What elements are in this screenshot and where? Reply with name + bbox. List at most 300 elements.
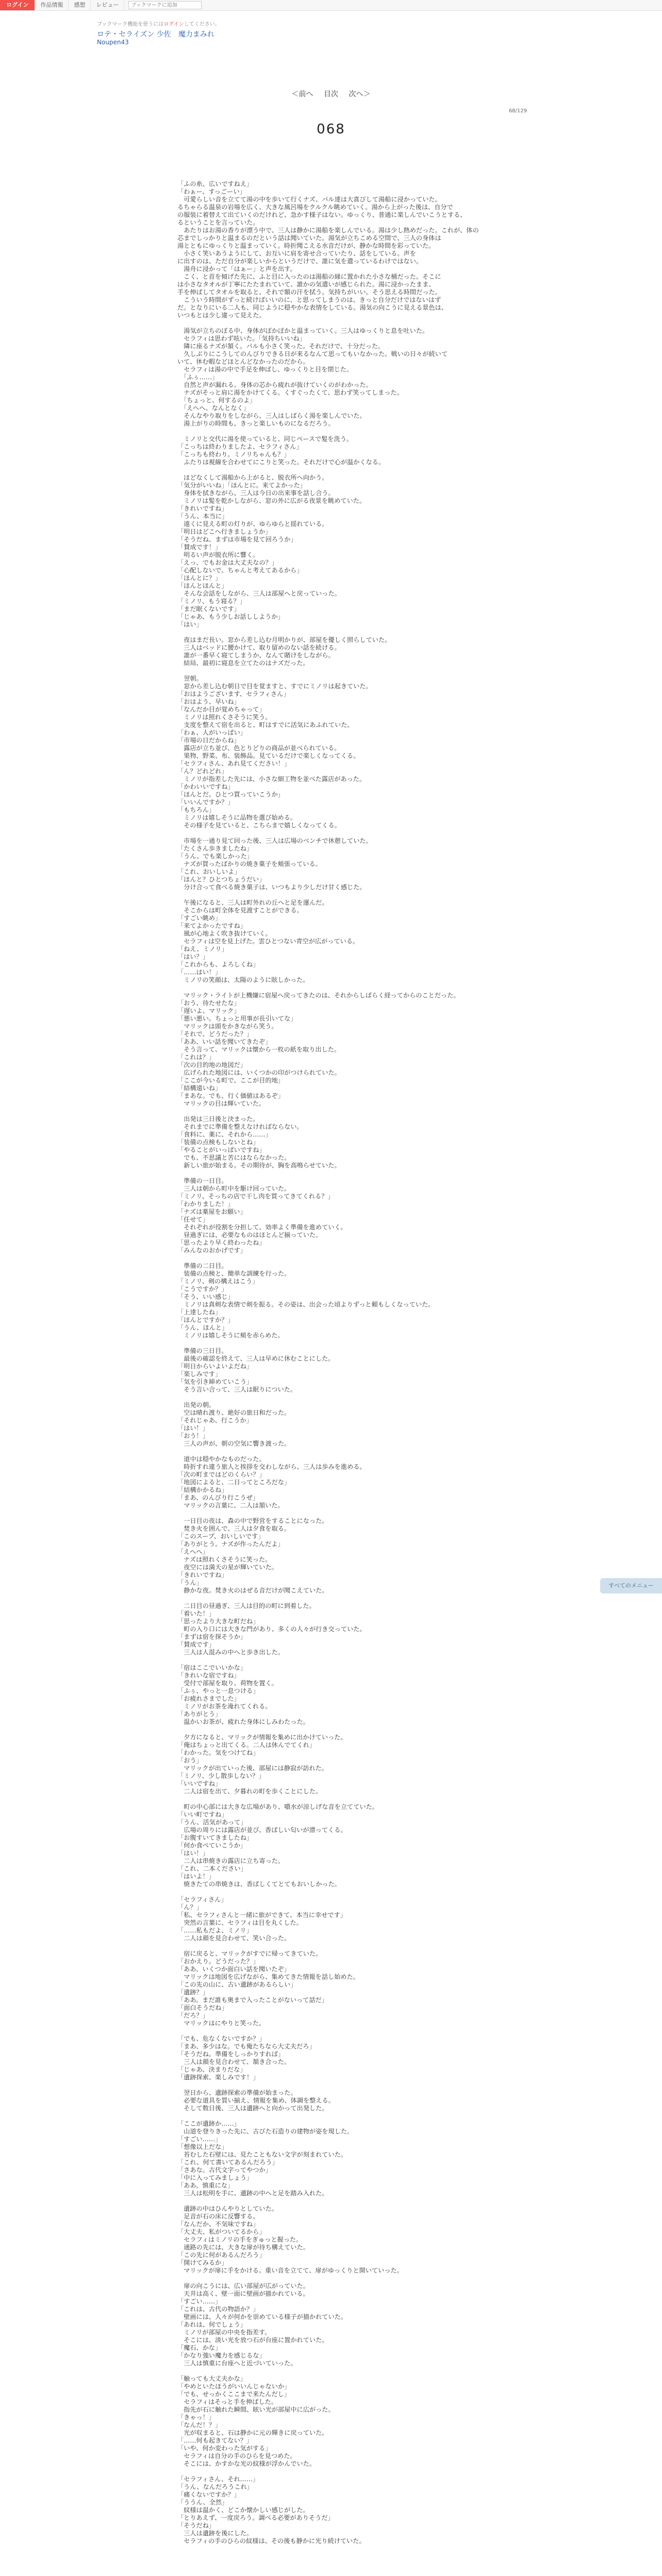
novel-line: マリックはにやりと笑った。	[177, 2020, 266, 2027]
novel-line: 通路の先には、大きな扉が待ち構えていた。	[177, 2244, 309, 2251]
paragraph-gap	[177, 1595, 487, 1602]
novel-line: 可愛らしい音を立てて湯の中を歩いて行くナズ、パル達は大喜びして湯船に浸かっていた。	[177, 196, 441, 203]
novel-line: 湯舟に浸かって「はぁー」と声を出す。	[177, 265, 296, 273]
novel-line: ミノリが部屋の中央を指差す。	[177, 2329, 271, 2336]
novel-line: 「それじゃあ、行こうか」	[177, 1417, 253, 1424]
novel-line: 「もちろん」	[177, 806, 216, 814]
paragraph-gap	[177, 1942, 487, 1950]
novel-line: 山道を登りきった先に、古びた石造りの建物が姿を現した。	[177, 2128, 354, 2135]
novel-line: 分け合って食べる焼き菓子は、いつもより少しだけ甘く感じた。	[177, 884, 366, 891]
paragraph-gap	[177, 1795, 487, 1803]
paragraph-gap	[177, 2468, 487, 2476]
novel-line: 「ほんとほんと」	[177, 582, 228, 589]
novel-line: ナズが買ったばかりの焼き菓子を頬張っている。	[177, 860, 322, 868]
novel-line: 「この先の山に、古い遺跡があるらしい」	[177, 1981, 297, 1988]
novel-line: 結局、最初に寝息を立てたのはナズだった。	[177, 659, 309, 667]
novel-line: 「かわいいですね」	[177, 783, 234, 790]
paragraph-gap	[177, 2027, 487, 2035]
novel-line: 「賛成です！」	[177, 544, 222, 551]
novel-line: 「うん、活気があって」	[177, 1819, 247, 1826]
novel-line: 出発の朝。	[177, 1401, 216, 1409]
novel-line: そして数日後、三人は遺跡へと向かって出発した。	[177, 2105, 328, 2112]
novel-line: ミノリは嬉しそうに品物を選び始める。	[177, 814, 297, 821]
novel-line: 町の入り口には大きな門があり、多くの人々が行き交っていた。	[177, 1625, 366, 1633]
novel-line: 静かな夜。焚き火のはぜる音だけが聞こえていた。	[177, 1587, 328, 1594]
chapter-navigation	[0, 89, 662, 99]
novel-line: 「きゃっ！」	[177, 2414, 216, 2421]
novel-line: でも、不思議と苦にはならなかった。	[177, 1154, 291, 1161]
novel-line: 「そう、いい感じ」	[177, 1293, 234, 1300]
novel-line: だ。となりにいる二人も、同じように穏やかな表情をしている。湯気の向こうに見える景色は、	[177, 304, 448, 311]
novel-line: 「いいんですか？」	[177, 799, 234, 806]
novel-line: 「こっちも終わり。ミノリちゃんも？」	[177, 451, 290, 458]
paragraph-gap	[177, 1170, 487, 1177]
novel-line: 広場の周りには露店が並び、香ばしい匂いが漂ってくる。	[177, 1826, 347, 1834]
novel-line: 「セラフィさん、あれ見てください！」	[177, 760, 291, 767]
novel-line: 「中に入ってみましょう」	[177, 2174, 253, 2181]
toc-link[interactable]: 目次	[324, 90, 338, 98]
paragraph-gap	[177, 2081, 487, 2089]
novel-line: 「これ、何て書いてあるんだろう」	[177, 2159, 278, 2166]
paragraph-gap	[177, 1448, 487, 1455]
novel-line: 「これ、二本ください」	[177, 1865, 247, 1872]
novel-line: セラフィは自分の手のひらを見つめた。	[177, 2452, 296, 2460]
novel-line: 夕方になると、マリックが情報を集めに出かけていった。	[177, 1734, 347, 1741]
novel-line: 「思ったより早く終わったね」	[177, 1239, 266, 1246]
novel-line: 「でも、危なくないですか？」	[177, 2035, 266, 2042]
novel-line: 「触っても大丈夫かな」	[177, 2375, 247, 2382]
novel-line: 二日目の昼過ぎ、三人は目的の町に到着した。	[177, 1602, 316, 1609]
novel-line: 「それで、どうだった？」	[177, 1030, 253, 1038]
novel-line: 湯上がりの時間も、きっと楽しいものになるだろう。	[177, 420, 335, 427]
novel-line: 扉の向こうには、広い部屋が広がっていた。	[177, 2282, 309, 2290]
novel-line: 温かいお茶が、疲れた身体にしみわたった。	[177, 1718, 309, 1725]
novel-line: 「ほんとだ。ひとつ買っていこうか」	[177, 791, 284, 798]
novel-line: は小さなタオルが丁寧にたたまれていて、誰かの気遣いが感じられた。湯に浸かったまま、	[177, 281, 435, 288]
novel-line: 「いや、何か変わった気がする」	[177, 2445, 272, 2452]
novel-line: 「わぁ、人がいっぱい」	[177, 729, 246, 736]
novel-line: 「いいですね」	[177, 1780, 222, 1787]
novel-line: 三人の声が、朝の空気に響き渡った。	[177, 1440, 291, 1447]
novel-line: 「すごい……」	[177, 2136, 222, 2143]
novel-line: 翌日から、遺跡探索の準備が始まった。	[177, 2089, 297, 2096]
novel-line: 「ナズは薬屋をお願い」	[177, 1208, 246, 1215]
novel-line: 「そうだね」	[177, 2522, 216, 2529]
novel-line: 「ミノリ、もう寝る？」	[177, 598, 246, 605]
novel-line: 「なんだ！？」	[177, 2421, 222, 2429]
novel-line: 焚き火を囲んで、三人は夕食を取る。	[177, 1525, 291, 1532]
novel-line: 紋様は温かく、どこか懐かしい感じがした。	[177, 2506, 309, 2514]
next-link[interactable]: 次へ＞	[349, 90, 371, 98]
novel-line: 二人は串焼きの露店に立ち寄った。	[177, 1857, 285, 1865]
novel-line: 「はい？」	[177, 953, 209, 960]
novel-line: 「心配しないで。ちゃんと考えてあるから」	[177, 567, 303, 574]
paragraph-gap	[177, 829, 487, 837]
novel-line: 「おう、待たせたな」	[177, 999, 240, 1007]
nav-item-review[interactable]: レビュー	[91, 0, 124, 10]
novel-line: 「やることがいっぱいですね」	[177, 1146, 266, 1154]
nav-item-info[interactable]: 作品情報	[35, 0, 69, 10]
novel-line: 「お疲れさまでした」	[177, 1695, 240, 1702]
novel-line: 「ミノリ、剣の構えはこう」	[177, 1278, 259, 1285]
novel-line: 三人は慎重に台座へと近づいていった。	[177, 2360, 297, 2367]
novel-line: それまでに準備を整えなければならない。	[177, 1123, 303, 1130]
novel-line: 「ここが遺跡か……」	[177, 2120, 240, 2127]
novel-line: セラフィの手のひらの紋様は、その後も静かに光り続けていた。	[177, 2537, 366, 2545]
novel-line: 「ああ、いい話を聞いてきたぞ」	[177, 1038, 272, 1045]
novel-line: 「うん」	[177, 1579, 203, 1586]
novel-line: 三人は松明を手に、遺跡の中へと足を踏み入れた。	[177, 2190, 328, 2197]
novel-line: 「このスープ、おいしいです」	[177, 1533, 264, 1540]
novel-line: 「……はい！」	[177, 969, 222, 976]
novel-line: マリックの言葉に、二人は頷いた。	[177, 1502, 284, 1509]
novel-line: 「これは、古代の物語か？」	[177, 2306, 259, 2313]
novel-line: 手を伸ばしてタオルを取ると、それで額の汗を拭う。気持ちがいい。そう思える時間だった。	[177, 289, 441, 296]
novel-line: マリック・ライトが上機嫌に宿屋へ戻ってきたのは、それからしばらく経ってからのことだった。	[177, 992, 460, 999]
novel-line: 二人は宿を出て、夕暮れの町を歩くことにした。	[177, 1788, 322, 1795]
novel-line: 「これからも、よろしくね」	[177, 961, 259, 968]
novel-line: ミノリの笑顔は、太陽のように眩しかった。	[177, 976, 309, 984]
novel-line: 「すごい……」	[177, 2298, 222, 2305]
novel-line: 三人は顔を見合わせて、頷き合った。	[177, 2058, 291, 2065]
novel-line: 「ふの糸、広いですねえ」	[177, 180, 253, 188]
novel-line: 足音が石の床に反響する。	[177, 2213, 259, 2220]
novel-line: 「おう」	[177, 1757, 203, 1764]
novel-line: セラフィは湯の中で手足を伸ばし、ゆっくりと目を閉じた。	[177, 366, 353, 373]
novel-line: 「みんなのおかげです」	[177, 1247, 247, 1254]
novel-line: ナズは照れくさそうに笑った。	[177, 1556, 272, 1563]
novel-line: 光が収まると、石は静かに元の輝きに戻っていた。	[177, 2429, 328, 2436]
novel-line: 「はいよ！」	[177, 1873, 216, 1880]
novel-line: るということを言っていた。	[177, 219, 259, 226]
novel-line: 「だろ？」	[177, 2012, 209, 2019]
novel-line: 「ん？」	[177, 1904, 203, 1911]
novel-line: ミノリがお茶を淹れてくれる。	[177, 1703, 272, 1710]
novel-line: そう言って、マリックは懐から一枚の紙を取り出した。	[177, 1046, 341, 1053]
novel-line: 「うん、ほんと」	[177, 1324, 228, 1331]
novel-line: 「ん？どれどれ」	[177, 768, 228, 775]
novel-line: 昼過ぎには、必要なものはほとんど揃っていた。	[177, 1231, 322, 1239]
novel-line: 三人は人混みの中へと歩き出した。	[177, 1649, 285, 1656]
novel-line: 最後の確認を終えて、三人は早めに休むことにした。	[177, 1355, 335, 1362]
novel-line: 明るい声が脱衣所に響く。	[177, 551, 259, 558]
novel-line: 「セラフィさん」	[177, 1896, 227, 1903]
novel-line: 「思ったより大きな町だね」	[177, 1618, 259, 1625]
novel-line: 小さく笑いあうようにして、お互いに肩を寄せ合っていたり、話をしている。声を	[177, 250, 416, 257]
novel-line: 露店が立ち並び、色とりどりの商品が並べられている。	[177, 744, 341, 752]
novel-line: 「まあ、のんびり行こうぜ」	[177, 1494, 259, 1501]
paragraph-gap	[177, 1394, 487, 1401]
novel-line: 「なんだか目が覚めちゃって」	[177, 706, 266, 713]
novel-line: 「俺はちょっと出てくる。二人は休んでてくれ」	[177, 1741, 316, 1749]
novel-line: マリックが出ていった後、部屋には静寂が訪れた。	[177, 1765, 328, 1772]
novel-line: 三人は遺跡を後にした。	[177, 2530, 253, 2537]
novel-line: 「でも、せっかくここまで来たんだし」	[177, 2391, 291, 2398]
novel-line: いつもとは少し違って見えた。	[177, 312, 266, 319]
novel-line: 「うん、なんだろうこれ」	[177, 2483, 253, 2490]
bookmark-note-text: ブックマーク機能を使うには	[97, 22, 164, 27]
paragraph-gap	[177, 1340, 487, 1347]
novel-line: 「たくさん歩きましたね」	[177, 845, 253, 852]
author-name[interactable]: Noupen43	[97, 39, 129, 46]
novel-line: 遠くに見える町の灯りが、ゆらゆらと揺れている。	[177, 520, 328, 528]
prev-link[interactable]: ＜前へ	[291, 90, 313, 98]
novel-line: 「あれは、何でしょう」	[177, 2321, 247, 2328]
novel-line: 道中は穏やかなものだった。	[177, 1455, 266, 1463]
novel-line: 「なんだか、不気味ですね」	[177, 2221, 259, 2228]
novel-line: いて、休む暇などほとんどなかったのだから。	[177, 358, 309, 365]
all-menu-button[interactable]: すべてのメニュー	[600, 1578, 662, 1594]
chapter-title: 068	[317, 122, 345, 137]
novel-line: こういう時間がずっと続けばいいのに、と思ってしまうのは、きっと自分だけではないはず	[177, 296, 441, 303]
novel-line: 「きれいですね」	[177, 505, 228, 512]
novel-line: 「きれいですね」	[177, 1571, 228, 1579]
novel-line: こく、と首を傾げた先に、ふと目に入ったのは湯船の縁に置かれた小さな桶だった。そこに	[177, 273, 441, 280]
novel-line: セラフィはミノリの手をぎゅっと握った。	[177, 2236, 303, 2243]
novel-line: そんなやり取りをしながら、三人はしばらく湯を楽しんでいた。	[177, 412, 366, 419]
novel-line: 「この先に何があるんだろう」	[177, 2251, 266, 2259]
novel-line: 「明日はどこへ行きましょうか」	[177, 528, 272, 535]
novel-line: 「すごい眺め」	[177, 914, 222, 922]
novel-line: 「こうですか？」	[177, 1285, 228, 1293]
novel-line: 「気を引き締めていこう」	[177, 1378, 253, 1385]
novel-line: 「……私もだよ、ミノリ」	[177, 1927, 253, 1934]
novel-line: 「何か食べていこうか」	[177, 1842, 247, 1849]
novel-line: ミノリは照れくさそうに笑う。	[177, 714, 272, 721]
novel-line: 「開けてみるか」	[177, 2259, 228, 2266]
novel-line: 「結構かかるね」	[177, 1486, 228, 1494]
novel-line: 「とりあえず、一度戻ろう。調べる必要がありそうだ」	[177, 2514, 334, 2521]
paragraph-gap	[177, 891, 487, 899]
novel-line: ミノリは真剣な表情で剣を振る。その姿は、出会った頃よりずっと頼もしくなっていた。	[177, 1301, 435, 1308]
novel-line: 「うん、本当に」	[177, 513, 228, 520]
novel-line: 「わかりました！」	[177, 1200, 234, 1208]
novel-line: その様子を見ていると、こちらまで嬉しくなってくる。	[177, 822, 341, 829]
novel-line: 「明日からいよいよだね」	[177, 1363, 253, 1370]
novel-line: 「じゃあ、決まりだな」	[177, 2066, 246, 2073]
novel-line: 三人はベッドに腰かけて、取り留めのない話を続ける。	[177, 644, 341, 651]
novel-line: 「楽しみです」	[177, 1370, 222, 1378]
novel-line: 湯気が立ちのぼる中、身体がぽかぽかと温まっていく。三人はゆっくりと息を吐いた。	[177, 327, 429, 334]
novel-line: 「ああ、慎重にな」	[177, 2182, 234, 2189]
novel-line: 「地図によると、二日ってところだな」	[177, 1479, 291, 1486]
novel-line: 「ううん、全然」	[177, 2499, 228, 2506]
novel-line: 必要な道具を買い揃え、情報を集め、体調を整える。	[177, 2097, 335, 2104]
novel-line: 「こっちは終わりましたよ、セラフィさん」	[177, 443, 303, 450]
novel-line: 宿に戻ると、マリックがすでに帰ってきていた。	[177, 1950, 322, 1957]
novel-line: 「大丈夫、私がついてるから」	[177, 2228, 266, 2235]
novel-line: 「任せて」	[177, 1216, 209, 1223]
novel-line: の服装に着替えて出ていくのだけれど、急かす様子はない。ゆっくり、普通に楽しんでいこうとする、	[177, 211, 467, 218]
novel-line: 苔むした石壁には、見たこともない文字が刻まれていた。	[177, 2151, 347, 2158]
novel-line: そこには、淡い光を放つ石が台座に置かれていた。	[177, 2336, 328, 2344]
novel-line: 時折すれ違う旅人と挨拶を交わしながら、三人は歩みを進める。	[177, 1463, 366, 1470]
novel-line: 夜空には満天の星が輝いていた。	[177, 1564, 278, 1571]
novel-line: 「セラフィさん、それ……」	[177, 2476, 259, 2483]
novel-line: 「市場の日だからね」	[177, 737, 240, 744]
paragraph-gap	[177, 428, 487, 435]
novel-line: 「賛成です」	[177, 1641, 216, 1648]
novel-line: 「遅いよ、マリック」	[177, 1007, 240, 1014]
novel-line: あたりはお湯の香りが漂う中で、三人は静かに湯船を楽しんでいる。湯は少し熱めだった。これが、体の	[177, 227, 479, 234]
novel-line: セラフィは思わず呟いた。「気持ちいいね」	[177, 335, 306, 342]
novel-line: 「さあな。古代文字ってやつか」	[177, 2166, 272, 2174]
novel-line: 「ここが今いる町で、ここが目的地」	[177, 1077, 284, 1084]
paragraph-gap	[177, 2112, 487, 2120]
novel-line: 町の中心部には大きな広場があり、噴水が涼しげな音を立てていた。	[177, 1803, 378, 1810]
novel-line: ふたりは視線を合わせてにこりと笑った。それだけで心が温かくなる。	[177, 459, 385, 466]
paragraph-gap	[177, 319, 487, 327]
novel-line: 新しい旅が始まる。その期待が、胸を高鳴らせていた。	[177, 1162, 341, 1169]
novel-line: 「やめといたほうがいいんじゃないか」	[177, 2383, 291, 2390]
novel-line: セラフィは空を見上げた。雲ひとつない青空が広がっている。	[177, 938, 359, 945]
chapter-number: 68/129	[508, 108, 527, 114]
novel-line: 「きれいな宿ですね」	[177, 1672, 240, 1679]
novel-line: 受付で部屋を取り、荷物を置く。	[177, 1680, 278, 1687]
novel-line: 市場を一通り見て回った後、三人は広場のベンチで休憩していた。	[177, 837, 372, 844]
novel-line: 果物、野菜、布、装飾品。見ているだけで楽しくなってくる。	[177, 752, 360, 759]
novel-line: ほどなくして湯船から上がると、脱衣所へ向かう。	[177, 474, 328, 481]
novel-line: 準備の二日目。	[177, 1262, 228, 1269]
novel-line: 「えへへ、なんとなく」	[177, 404, 250, 412]
paragraph-gap	[177, 1255, 487, 1262]
novel-line: 壁画には、人々が何かを崇めている様子が描かれていた。	[177, 2313, 347, 2320]
novel-line: 「上達したね」	[177, 1309, 222, 1316]
novel-line: 「うん、でも楽しかった」	[177, 853, 253, 860]
novel-line: 「まずは宿を探そうか」	[177, 1633, 247, 1640]
series-title[interactable]: ロテ・セライズン 少佐 魔力まみれ	[97, 30, 214, 39]
novel-line: 「おはようございます、セラフィさん」	[177, 690, 290, 698]
paragraph-gap	[177, 466, 487, 474]
novel-line: 「着いた！」	[177, 1610, 216, 1617]
novel-line: 準備の一日目。	[177, 1177, 228, 1184]
novel-line: 「はい」	[177, 621, 203, 628]
novel-line: そこには、かすかな光の紋様が浮かんでいた。	[177, 2460, 316, 2467]
novel-line: 「まだ眠くないです」	[177, 605, 240, 613]
paragraph-gap	[177, 2275, 487, 2282]
novel-line: 一日目の夜は、森の中で野営をすることになった。	[177, 1517, 328, 1524]
novel-line: 「来てよかったですね」	[177, 922, 247, 929]
novel-line: 「まあな。でも、行く価値はあるぞ」	[177, 1092, 285, 1099]
paragraph-gap	[177, 667, 487, 675]
novel-line: 「かなり強い魔力を感じるな」	[177, 2352, 266, 2359]
novel-line: 「まあ、多少はな。でも俺たちなら大丈夫だろ」	[177, 2043, 316, 2050]
novel-line: に出すのは、ただ自分が楽しいからというだけで、誰に気を遣っているわけではない。	[177, 258, 423, 265]
novel-line: 「そうだね、まずは市場を見て回ろうか」	[177, 536, 297, 543]
novel-line: 「おう！」	[177, 1432, 209, 1439]
novel-body	[177, 180, 487, 2545]
novel-line: 「ほんと？ひとつちょうだい」	[177, 876, 266, 883]
novel-line: 「ああ、いくつか面白い話を聞いたぞ」	[177, 1965, 290, 1973]
novel-line: 翌朝。	[177, 675, 203, 682]
paragraph-gap	[177, 2197, 487, 2205]
paragraph-gap	[177, 1888, 487, 1896]
novel-line: 焼きたての串焼きは、香ばしくてとてもおいしかった。	[177, 1880, 341, 1888]
novel-line: 空は晴れ渡り、絶好の旅日和だった。	[177, 1409, 291, 1416]
paragraph-gap	[177, 984, 487, 992]
novel-line: 「これ、おいしいよ」	[177, 868, 241, 875]
novel-line: 「結構遠いね」	[177, 1084, 222, 1092]
novel-line: 「ミノリ、そっちの店で干し肉を買ってきてくれる？」	[177, 1193, 334, 1200]
novel-line: それぞれが役割を分担して、効率よく準備を進めていく。	[177, 1224, 347, 1231]
novel-line: 「魔石、かな」	[177, 2344, 222, 2351]
novel-line: 「これは？」	[177, 1054, 216, 1061]
novel-line: 「ありがとう」	[177, 1710, 222, 1718]
novel-line: 「宿はここでいいかな」	[177, 1664, 247, 1671]
nav-item-impressions[interactable]: 感想	[69, 0, 91, 10]
novel-line: マリックは頭をかきながら笑う。	[177, 1023, 278, 1030]
novel-line: マリックが扉に手をかける。重い音を立てて、扉がゆっくりと開いていった。	[177, 2267, 403, 2274]
novel-line: 装備の点検と、簡単な訓練を行った。	[177, 1270, 291, 1277]
novel-line: 「遺跡？」	[177, 1989, 209, 1996]
top-navigation-bar	[0, 0, 662, 11]
novel-line: 「はい！」	[177, 1850, 209, 1857]
novel-line: 支度を整えて宿を出ると、町はすでに活気にあふれていた。	[177, 721, 354, 728]
novel-line: 風が心地よく吹き抜けていく。	[177, 930, 272, 937]
paragraph-gap	[177, 2367, 487, 2375]
novel-line: 「私、セラフィさんと一緒に旅ができて、本当に幸せです」	[177, 1911, 346, 1919]
novel-line: 「ふぅ……」	[177, 374, 219, 381]
novel-line: 「えっ、でもお金は大丈夫なの？」	[177, 559, 278, 566]
novel-line: ミノリと交代に湯を使っていると、同じペースで髪を洗う。	[177, 435, 353, 443]
novel-line: 「……何も起きてない？」	[177, 2437, 253, 2444]
paragraph-gap	[177, 1108, 487, 1115]
novel-line: 「食料に、薬に、それから……」	[177, 1131, 272, 1138]
novel-line: 隣に座るナズが頷く。パルも小さく笑った。それだけで、十分だった。	[177, 343, 385, 350]
novel-line: 自然と声が漏れる。身体の芯から疲れが抜けていくのがわかった。	[177, 381, 372, 388]
bookmark-input[interactable]	[128, 1, 202, 9]
novel-line: 「装備の点検もしないとね」	[177, 1139, 259, 1146]
novel-line: 「ちょっと、何するのよ」	[177, 397, 256, 404]
login-link[interactable]: ログイン	[163, 22, 184, 27]
novel-line: 夜はまだ長い。窓から差し込む月明かりが、部屋を優しく照らしていた。	[177, 636, 391, 643]
novel-line: るちゃらる温泉の岩場を広く、大きな風呂場をクルクル眺めていく。湯から上がった後は、自分で	[177, 204, 453, 211]
novel-line: 準備の三日目。	[177, 1347, 228, 1354]
novel-line: 天井は高く、壁一面に壁画が描かれている。	[177, 2290, 309, 2297]
novel-line: 指先が石に触れた瞬間、眩い光が部屋中に広がった。	[177, 2406, 335, 2413]
novel-line: 身体を拭きながら、三人は今日の出来事を話し合う。	[177, 489, 335, 497]
paragraph-gap	[177, 1656, 487, 1664]
novel-line: 「面白そうだね」	[177, 2004, 228, 2011]
novel-line: 「気分がいいね」「ほんとに。来てよかった」	[177, 482, 306, 489]
novel-line: 「ありがとう。ナズが作ったんだよ」	[177, 1540, 284, 1548]
novel-line: マリックの目は輝いていた。	[177, 1100, 266, 1107]
novel-line: 窓から差し込む朝日で目を覚ますと、すでにミノリは起きていた。	[177, 683, 372, 690]
novel-line: 「遺跡探索、楽しみです！」	[177, 2074, 259, 2081]
novel-line: 「痛くないですか？」	[177, 2491, 240, 2498]
novel-line: 「いい町ですね」	[177, 1811, 228, 1818]
novel-line: 「次の目的地の地図だ」	[177, 1061, 247, 1069]
novel-line: 午後になると、三人は町外れの丘へと足を運んだ。	[177, 899, 328, 906]
novel-line: 突然の言葉に、セラフィは目を丸くした。	[177, 1919, 303, 1926]
novel-line: 「ねえ、ミノリ」	[177, 945, 228, 953]
paragraph-gap	[177, 1510, 487, 1517]
novel-line: 「ほんとに？」	[177, 574, 222, 582]
novel-line: 「ミノリ、少し散歩しない？」	[177, 1772, 265, 1780]
novel-line: そう言い合って、三人は眠りについた。	[177, 1386, 297, 1393]
novel-line: 湯とともにゆっくりと温まっていく。時折聞こえる水音だけが、静かな時間を彩っていた。	[177, 242, 435, 249]
novel-line: そんな会話をしながら、三人は部屋へと戻っていった。	[177, 590, 341, 597]
novel-line: 「じゃあ、もう少しお話ししようか」	[177, 613, 284, 620]
novel-line: 遺跡の中はひんやりとしていた。	[177, 2205, 278, 2212]
novel-line: 「想像以上だな」	[177, 2143, 228, 2150]
novel-line: 「悪い悪い。ちょっと用事が長引いてな」	[177, 1015, 297, 1022]
novel-line: ミノリは髪を乾かしながら、窓の外に広がる夜景を眺めていた。	[177, 497, 366, 504]
paragraph-gap	[177, 1726, 487, 1734]
novel-line: 「ほんとですか？」	[177, 1316, 234, 1324]
novel-line: 「わぁー、すっごーい」	[177, 188, 246, 195]
login-button[interactable]: ログイン	[0, 0, 35, 10]
